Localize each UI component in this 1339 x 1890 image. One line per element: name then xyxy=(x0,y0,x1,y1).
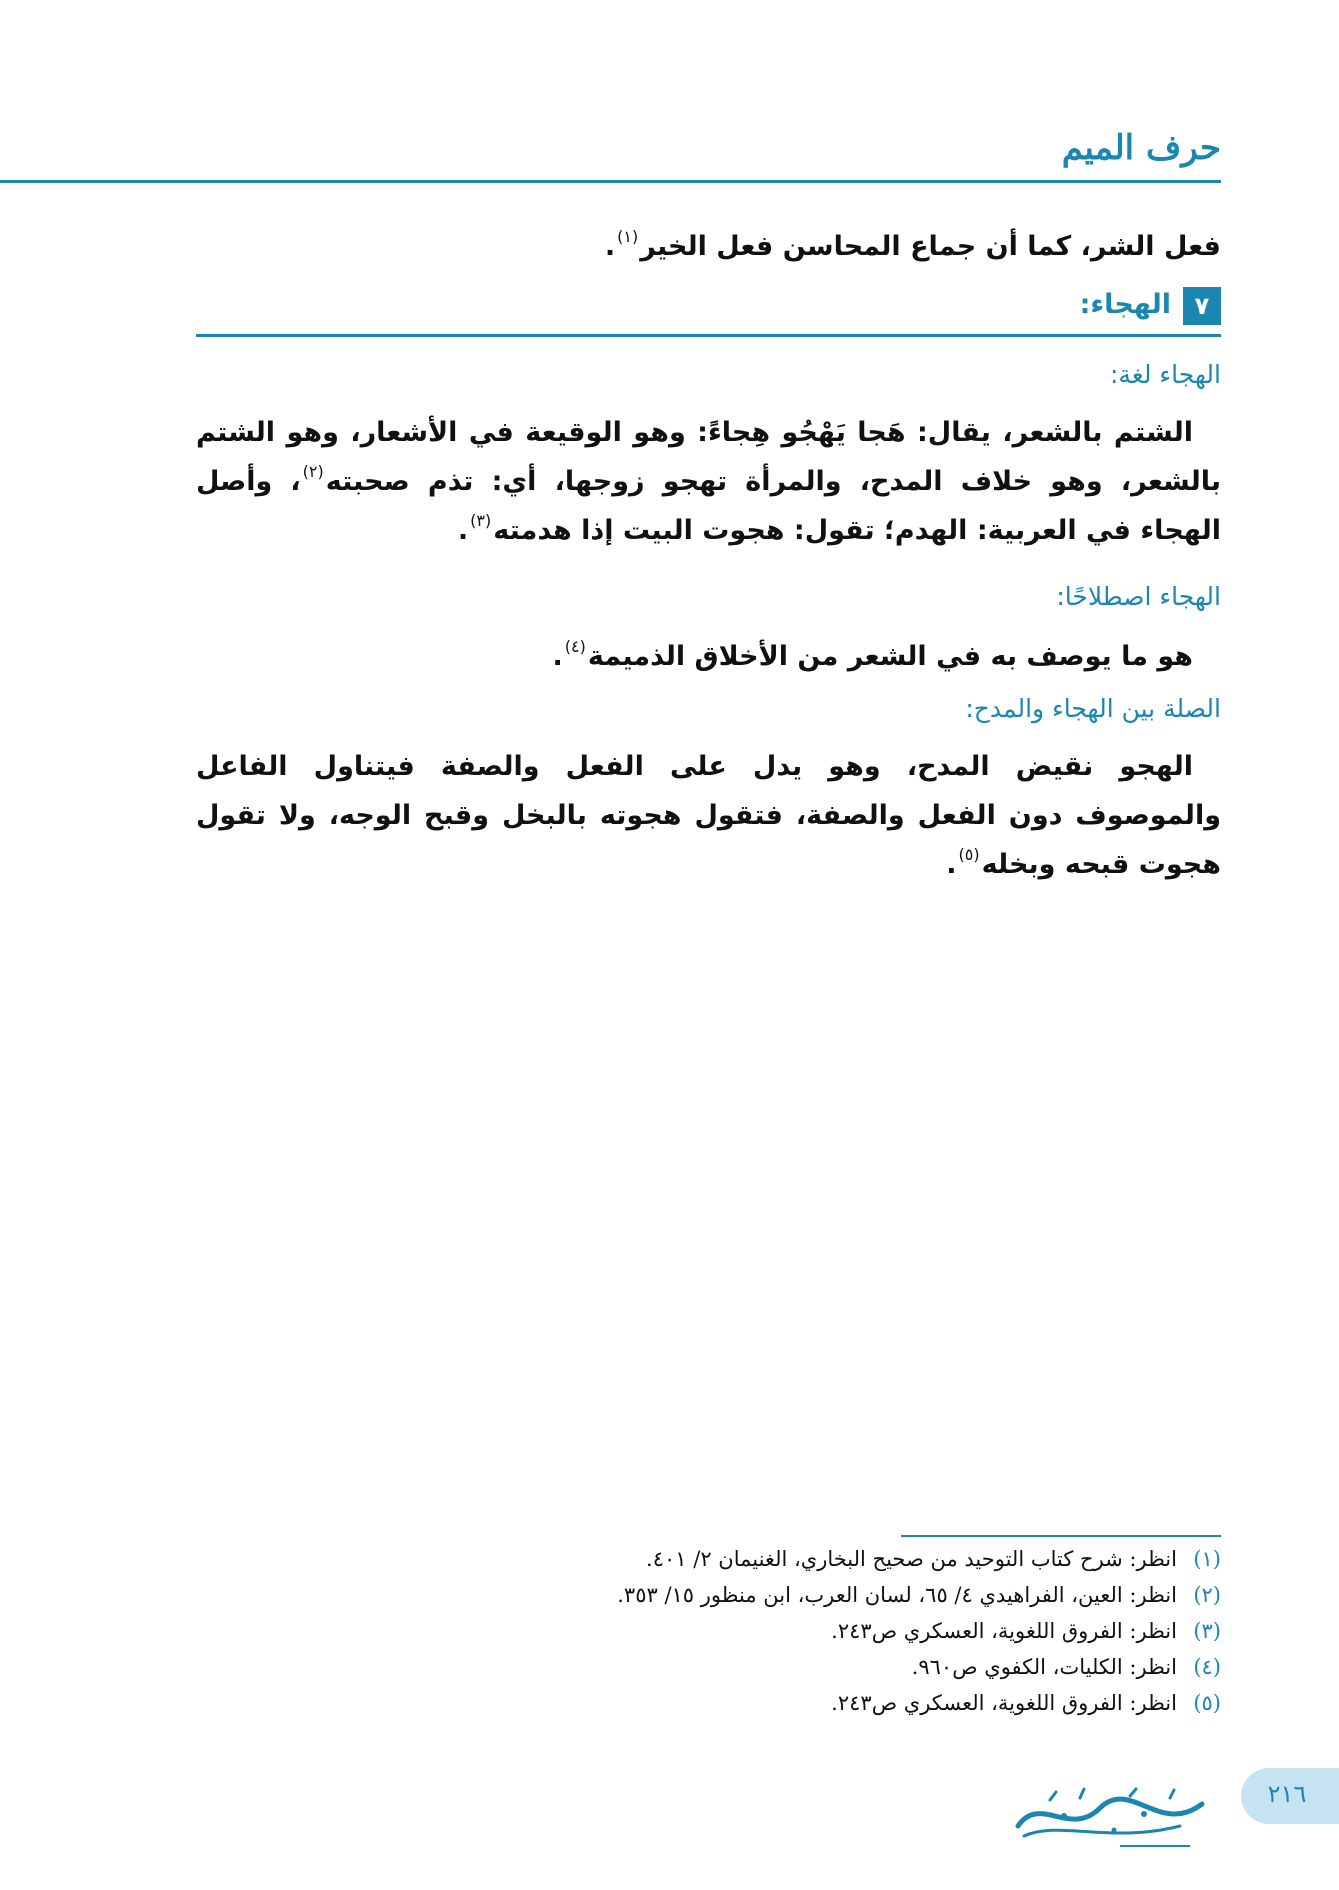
lexical-text-a: الشتم بالشعر، يقال: هَجا يَهْجُو هِجاءً: وهو الوقيعة في الأشعار، وهو الشتم بالشعر، وهو خلاف المدح، والمرأة تهجو زوجها، أي: تذم صحبته xyxy=(196,417,1222,497)
technical-end: . xyxy=(552,641,563,672)
footnote-text: انظر: العين، الفراهيدي ٤/ ٦٥، لسان العرب، ابن منظور ١٥/ ٣٥٣. xyxy=(617,1583,1177,1607)
relation-paragraph xyxy=(196,742,1221,889)
footnote-number: (٤) xyxy=(1193,1655,1221,1679)
relation-heading: الصلة بين الهجاء والمدح: xyxy=(965,694,1221,723)
section-title: الهجاء: xyxy=(1079,289,1171,320)
encyclopedia-logo xyxy=(1010,1786,1210,1854)
footnote-text: انظر: الكليات، الكفوي ص٩٦٠. xyxy=(911,1655,1177,1679)
lexical-heading: الهجاء لغة: xyxy=(1109,360,1221,389)
footnote-2 xyxy=(196,1583,1221,1619)
footnote-ref-2[interactable]: (٢) xyxy=(302,462,324,482)
footnote-ref-1[interactable]: (١) xyxy=(617,227,639,247)
footnote-divider xyxy=(901,1535,1221,1537)
header-divider xyxy=(0,180,1221,183)
footnote-ref-4[interactable]: (٤) xyxy=(564,637,586,657)
lexical-text-b: ، وأصل الهجاء في العربية: الهدم؛ تقول: هجوت البيت إذا هدمته xyxy=(196,466,1221,546)
footnote-4 xyxy=(196,1655,1221,1691)
footnote-text: انظر: شرح كتاب التوحيد من صحيح البخاري، الغنيمان ٢/ ٤٠١. xyxy=(646,1547,1177,1571)
intro-text: فعل الشر، كما أن جماع المحاسن فعل الخير xyxy=(640,231,1221,262)
lexical-end: . xyxy=(457,515,469,546)
page-number: ٢١٦ xyxy=(1267,1780,1307,1808)
relation-text: الهجو نقيض المدح، وهو يدل على الفعل والصفة فيتناول الفاعل والموصوف دون الفعل والصفة، فتقول هجوته بالبخل وقبح الوجه، ولا تقول هجوت قبحه وبخله xyxy=(196,751,1221,880)
footnote-text: انظر: الفروق اللغوية، العسكري ص٢٤٣. xyxy=(831,1619,1177,1643)
footnote-5 xyxy=(196,1691,1221,1727)
technical-text: هو ما يوصف به في الشعر من الأخلاق الذميمة xyxy=(587,641,1193,672)
footnotes xyxy=(196,1547,1221,1727)
footnote-3 xyxy=(196,1619,1221,1655)
footnote-number: (١) xyxy=(1193,1547,1221,1571)
relation-end: . xyxy=(946,849,957,880)
footnote-number: (٥) xyxy=(1193,1691,1221,1715)
footnote-ref-5[interactable]: (٥) xyxy=(958,845,980,865)
footnote-ref-3[interactable]: (٣) xyxy=(470,511,492,531)
chapter-title: حرف الميم xyxy=(1061,128,1221,168)
section-number-badge: ٧ xyxy=(1183,287,1221,325)
intro-end: . xyxy=(604,231,616,262)
section-heading xyxy=(196,287,1221,325)
footnote-1 xyxy=(196,1547,1221,1583)
section-divider xyxy=(196,334,1221,337)
lexical-paragraph xyxy=(196,408,1221,555)
footnote-text: انظر: الفروق اللغوية، العسكري ص٢٤٣. xyxy=(831,1691,1177,1715)
technical-heading: الهجاء اصطلاحًا: xyxy=(1056,582,1221,611)
intro-paragraph xyxy=(196,222,1221,271)
footnote-number: (٣) xyxy=(1193,1619,1221,1643)
technical-paragraph xyxy=(196,632,1221,681)
footnote-number: (٢) xyxy=(1193,1583,1221,1607)
